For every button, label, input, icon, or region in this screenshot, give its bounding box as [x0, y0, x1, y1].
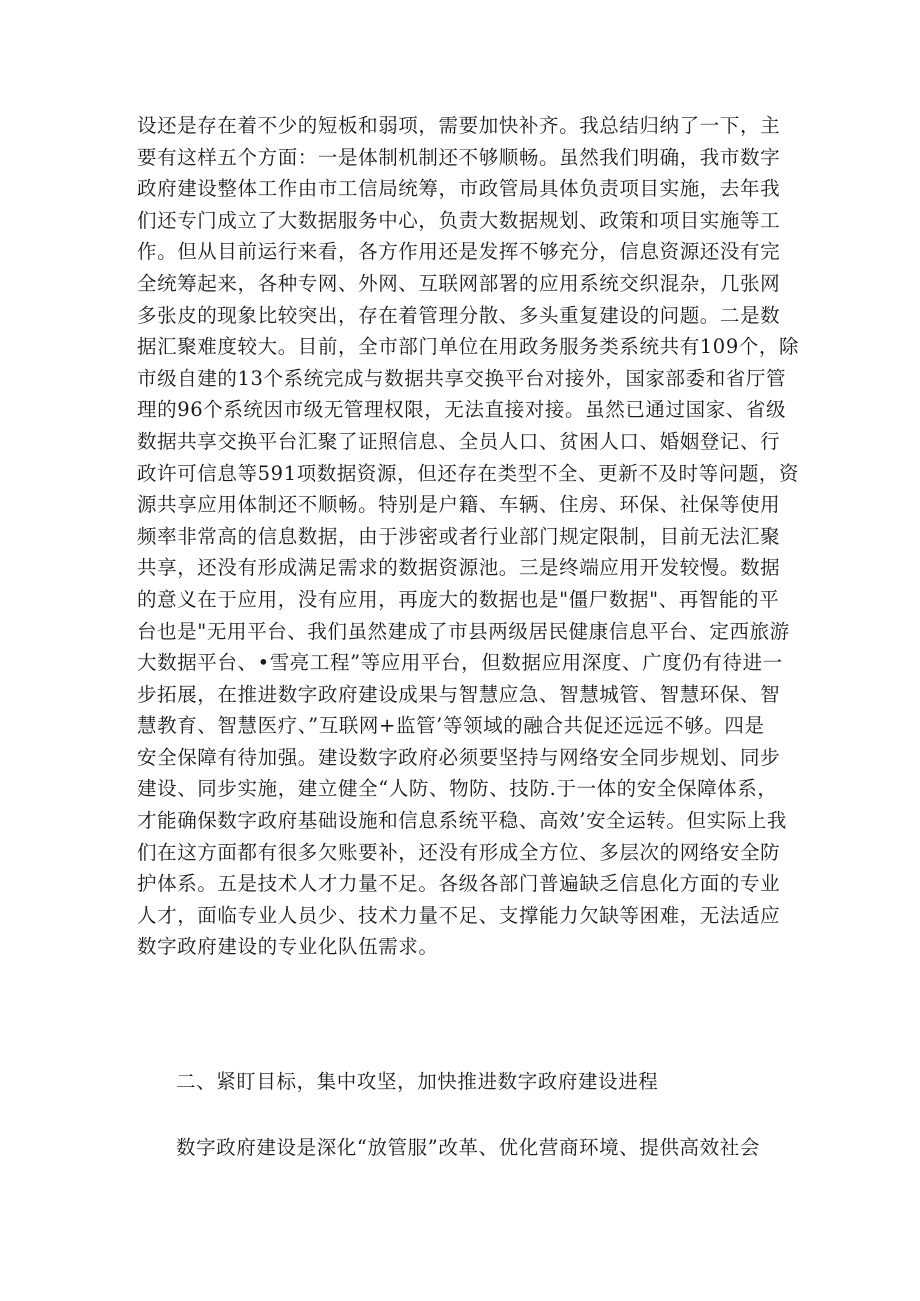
paragraph-line: 共享，还没有形成满足需求的数据资源池。三是终端应用开发较慢。数据	[137, 556, 781, 580]
paragraph-line: 数字政府建设的专业化队伍需求。	[137, 935, 439, 959]
paragraph-line: 慧教育、智慧医疗、”互联网+监管’等领域的融合共促还远远不够。四是	[137, 714, 765, 738]
paragraph-line: 全统筹起来，各种专网、外网、互联网部署的应用系统交织混杂，几张网	[137, 271, 781, 295]
paragraph-line: 建设、同步实施，建立健全“人防、物防、技防.于一体的安全保障体系，	[137, 777, 778, 801]
paragraph-line: 护体系。五是技术人才力量不足。各级各部门普遍缺乏信息化方面的专业	[137, 872, 781, 896]
paragraph-line: 据汇聚难度较大。目前，全市部门单位在用政务服务类系统共有109个，除	[137, 335, 800, 359]
paragraph-line: 人才，面临专业人员少、技术力量不足、支撑能力欠缺等困难，无法适应	[137, 903, 781, 927]
paragraph-line: 多张皮的现象比较突出，存在着管理分散、多头重复建设的问题。二是数	[137, 303, 781, 327]
paragraph-line: 作。但从目前运行来看，各方作用还是发挥不够充分，信息资源还没有完	[137, 240, 781, 264]
paragraph-line: 政府建设整体工作由市工信局统筹，市政管局具体负责项目实施，去年我	[137, 177, 781, 201]
paragraph-line: 频率非常高的信息数据，由于涉密或者行业部门规定限制，目前无法汇聚	[137, 524, 781, 548]
paragraph-line: 们在这方面都有很多欠账要补，还没有形成全方位、多层次的网络安全防	[137, 840, 781, 864]
paragraph-line: 数据共享交换平台汇聚了证照信息、全员人口、贫困人口、婚姻登记、行	[137, 429, 781, 453]
paragraph-line: 大数据平台、•雪亮工程”等应用平台，但数据应用深度、广度仍有待进一	[137, 651, 783, 675]
paragraph-line: 理的96个系统因市级无管理权限，无法直接对接。虽然已通过国家、省级	[137, 398, 787, 422]
paragraph-line: 要有这样五个方面：一是体制机制还不够顺畅。虽然我们明确，我市数字	[137, 145, 781, 169]
paragraph-opening-line: 数字政府建设是深化“放管服”改革、优化营商环境、提供高效社会	[176, 1136, 760, 1159]
section-heading: 二、紧盯目标，集中攻坚，加快推进数字政府建设进程	[176, 1070, 659, 1093]
paragraph-line: 设还是存在着不少的短板和弱项，需要加快补齐。我总结归纳了一下，主	[137, 114, 781, 137]
paragraph-line: 市级自建的13个系统完成与数据共享交换平台对接外，国家部委和省厅管	[137, 366, 787, 390]
paragraph-line: 安全保障有待加强。建设数字政府必须要坚持与网络安全同步规划、同步	[137, 745, 781, 769]
paragraph-line: 政许可信息等591项数据资源，但还存在类型不全、更新不及时等问题，资	[137, 461, 800, 485]
paragraph-line: 才能确保数字政府基础设施和信息系统平稳、高效’安全运转。但实际上我	[137, 809, 787, 833]
paragraph-line: 的意义在于应用，没有应用，再庞大的数据也是"僵尸数据"、再智能的平	[137, 587, 780, 611]
paragraph-line: 源共享应用体制还不顺畅。特别是户籍、车辆、住房、环保、社保等使用	[137, 493, 781, 517]
paragraph-line: 们还专门成立了大数据服务中心，负责大数据规划、政策和项目实施等工	[137, 208, 781, 232]
body-paragraph	[137, 110, 800, 963]
paragraph-line: 步拓展，在推进数字政府建设成果与智慧应急、智慧城管、智慧环保、智	[137, 682, 781, 706]
paragraph-line: 台也是"无用平台、我们虽然建成了市县两级居民健康信息平台、定西旅游	[137, 619, 790, 643]
